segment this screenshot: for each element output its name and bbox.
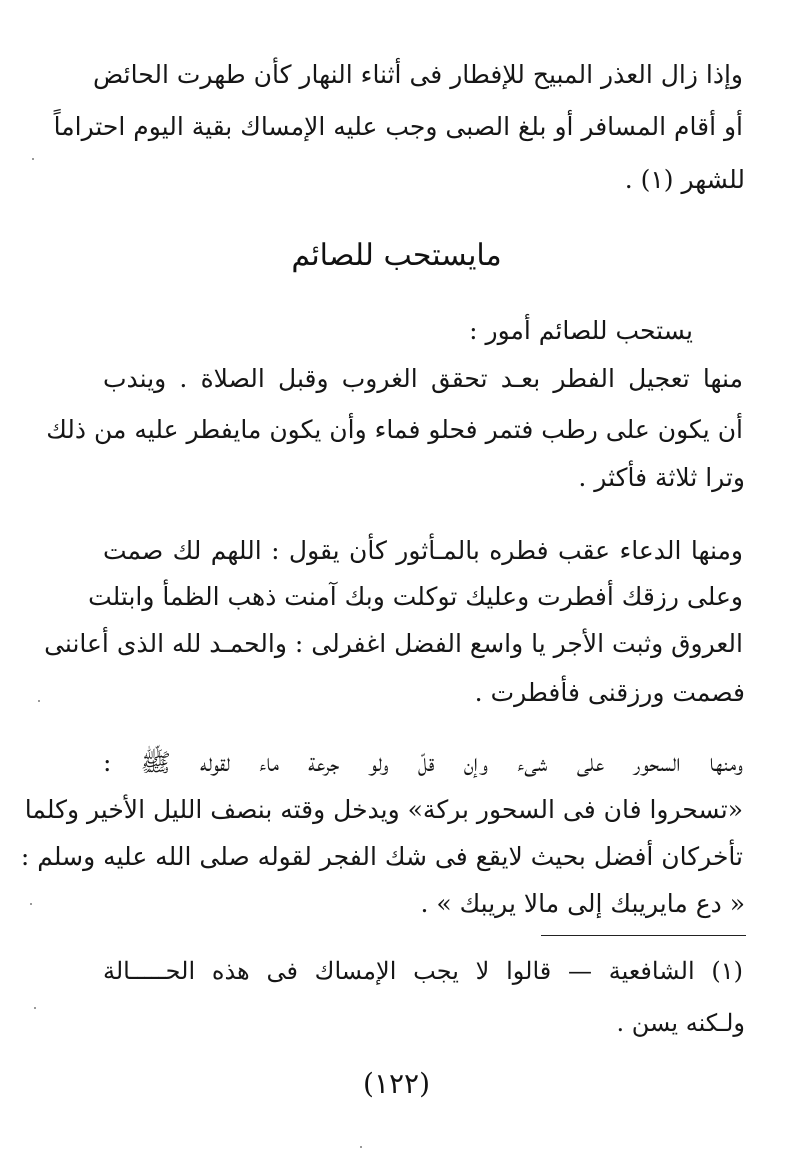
paragraph-2-line-2: أن يكون على رطب فتمر فحلو فماء وأن يكون مايفطر عليه من ذلك [46, 415, 743, 444]
paragraph-4-line-1: ومنها السحور على شىء وإن قلّ ولو جرعة ماء لقوله ﷺ : [103, 748, 743, 777]
paragraph-3-line-1: ومنها الدعاء عقب فطره بالمـأثور كأن يقول : اللهم لك صمت [103, 536, 743, 565]
paragraph-2-line-3: وترا ثلاثة فأكثر . [578, 463, 745, 492]
paragraph-1-line-2: أو أقام المسافر أو بلغ الصبى وجب عليه الإمساك بقية اليوم احتراماً [53, 112, 743, 141]
paragraph-1-line-1: وإذا زال العذر المبيح للإفطار فى أثناء النهار كأن طهرت الحائض [93, 60, 743, 89]
scan-speck [38, 700, 40, 702]
paragraph-4-line-2: «تسحروا فان فى السحور بركة» ويدخل وقته بنصف الليل الأخير وكلما [24, 795, 743, 824]
paragraph-3-line-4: فصمت ورزقنى فأفطرت . [474, 678, 745, 707]
scan-speck [30, 903, 32, 905]
footnote-line-1: (١) الشافعية — قالوا لا يجب الإمساك فى هذه الحـــــالة [103, 957, 743, 985]
scan-speck [32, 158, 34, 160]
paragraph-4-line-3: تأخركان أفضل بحيث لايقع فى شك الفجر لقوله صلى الله عليه وسلم : [20, 842, 743, 871]
page-number: (١٢٢) [363, 1067, 430, 1100]
paragraph-3-line-3: العروق وثبت الأجر يا واسع الفضل اغفرلى : والحمـد لله الذى أعاننى [44, 629, 743, 658]
intro-line: يستحب للصائم أمور : [469, 316, 693, 345]
scan-speck [34, 1007, 36, 1009]
footnote-separator [541, 935, 746, 936]
paragraph-4-line-4: « دع مايريبك إلى مالا يريبك » . [420, 889, 745, 918]
paragraph-1-line-3: للشهر (١) . [624, 165, 745, 194]
section-title: مايستحب للصائم [291, 238, 502, 273]
footnote-line-2: ولـكنه يسن . [616, 1009, 745, 1037]
paragraph-3-line-2: وعلى رزقك أفطرت وعليك توكلت وبك آمنت ذهب الظمأ وابتلت [88, 582, 743, 611]
scan-speck [360, 1146, 362, 1148]
paragraph-2-line-1: منها تعجيل الفطر بعـد تحقق الغروب وقبل الصلاة . ويندب [103, 364, 743, 393]
